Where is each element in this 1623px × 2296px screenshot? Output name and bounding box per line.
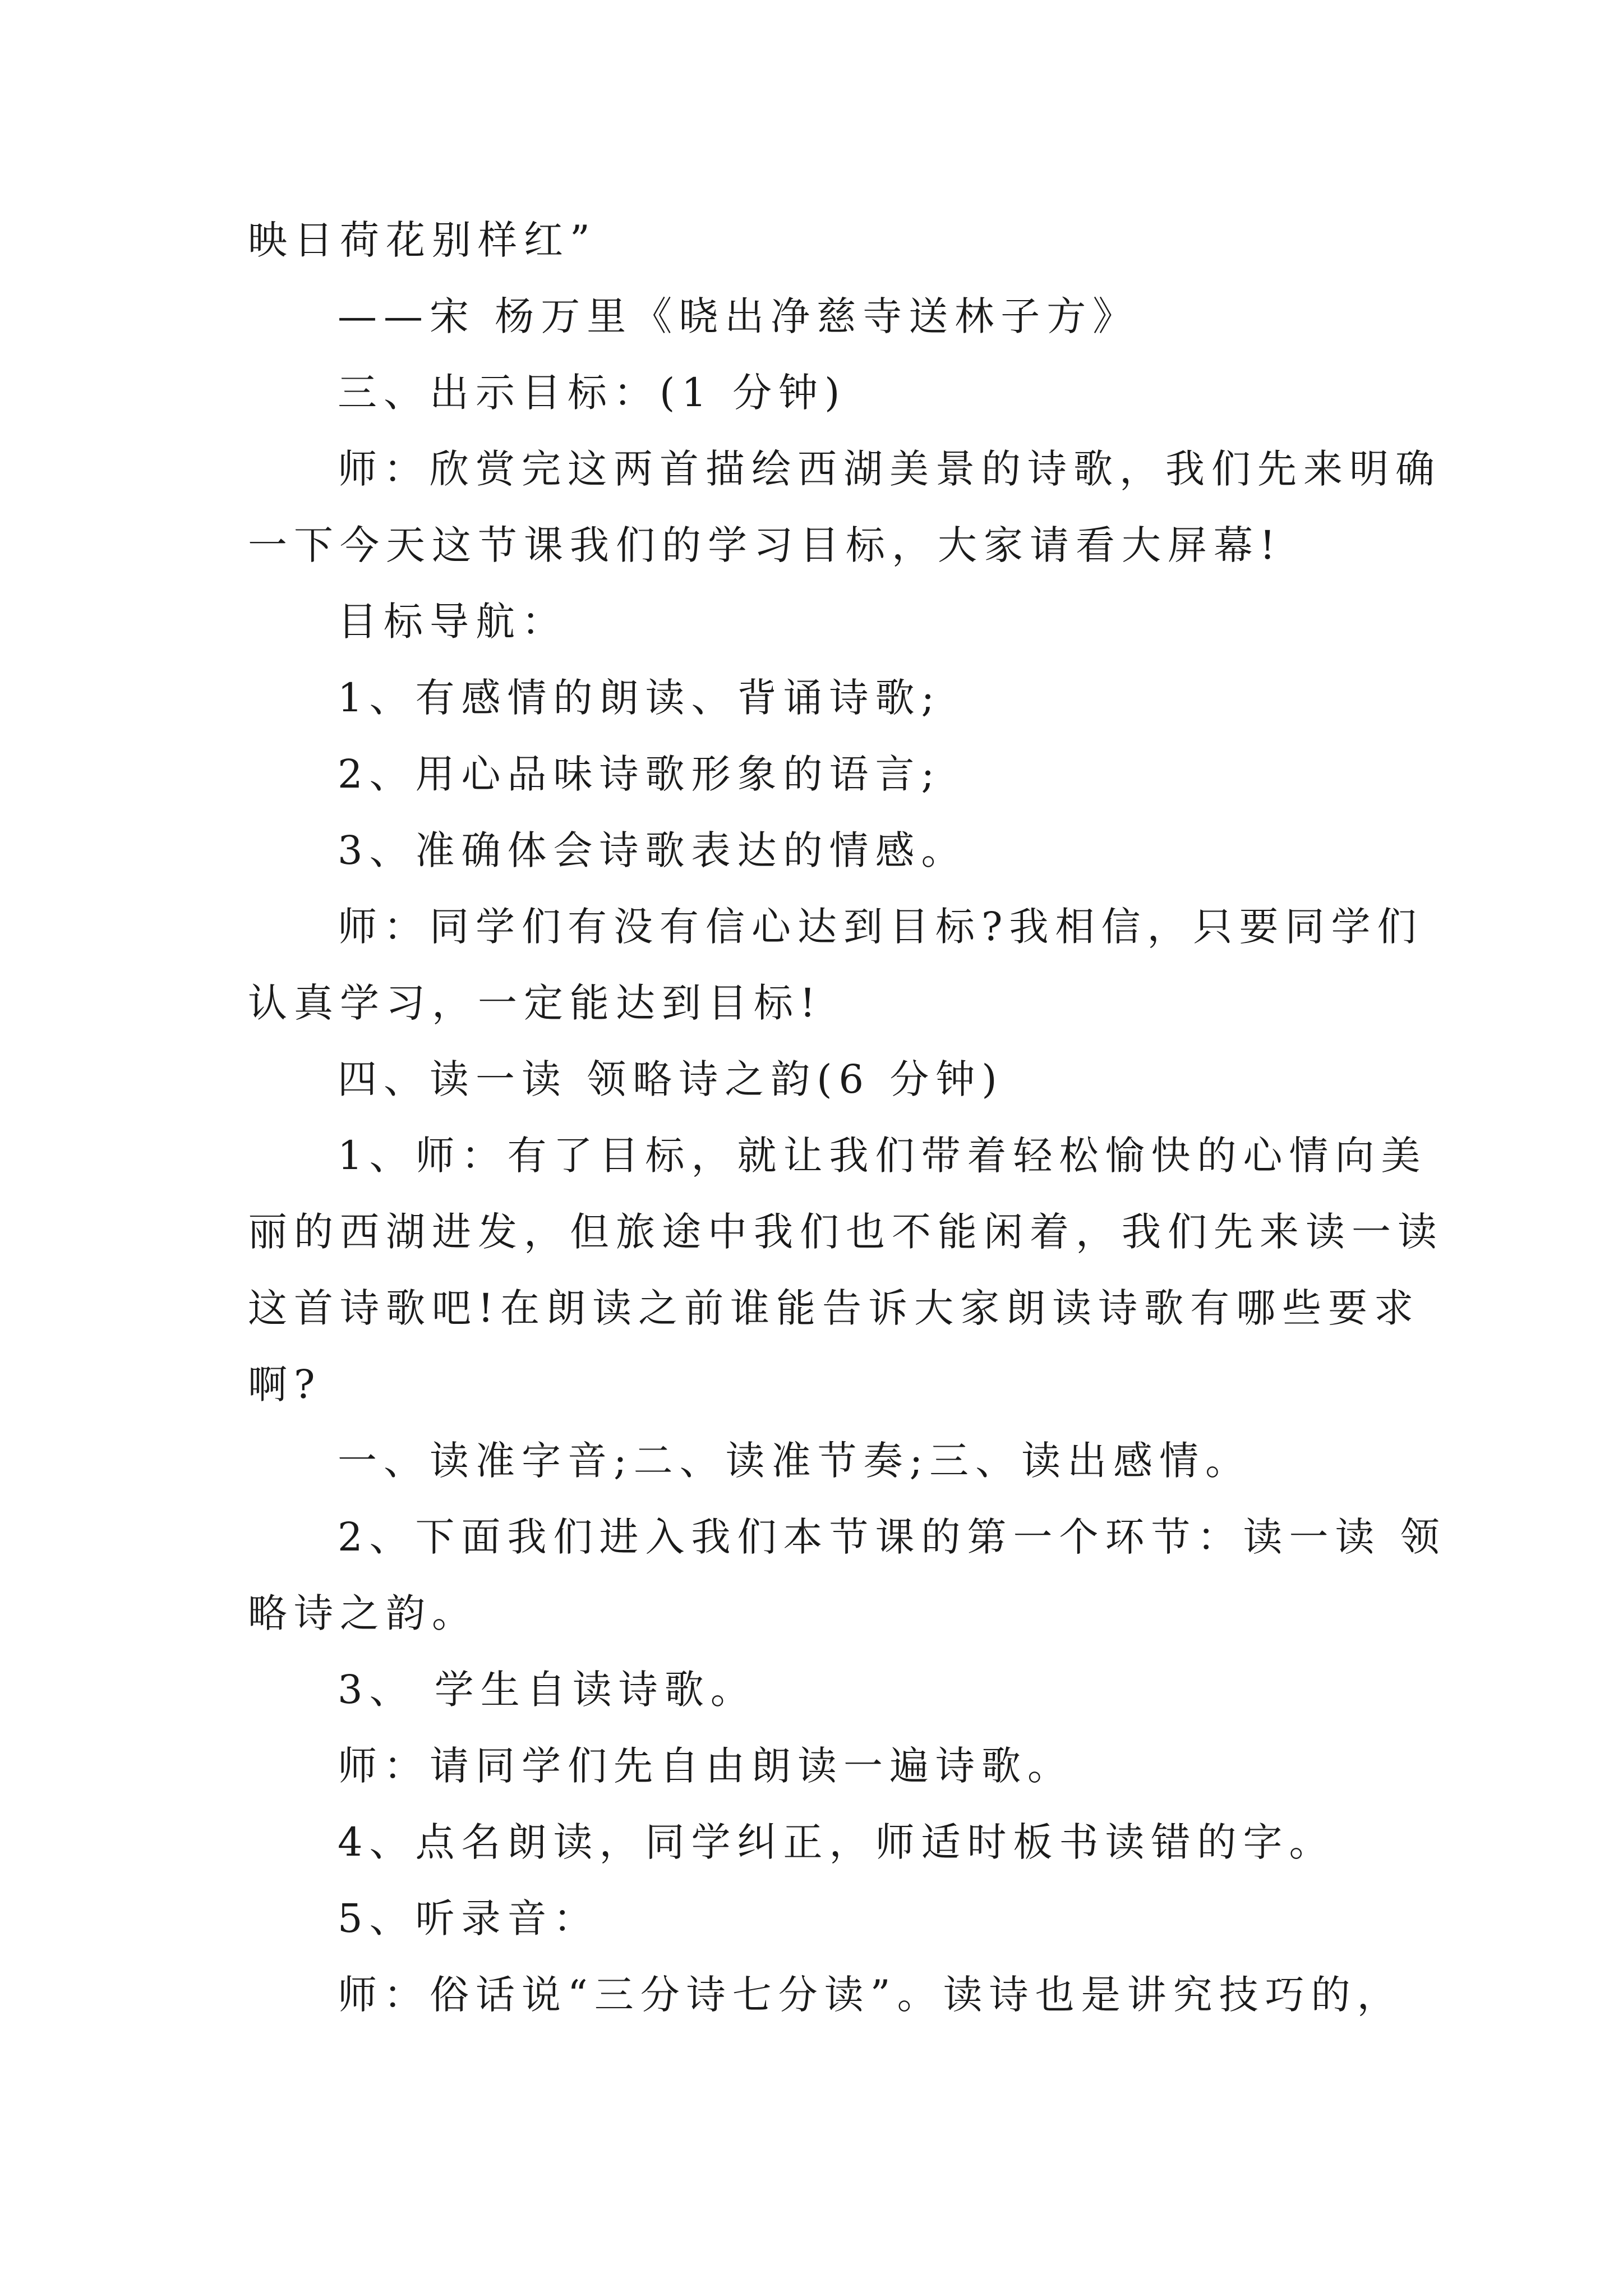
text-line: 师：同学们有没有信心达到目标?我相信，只要同学们: [338, 904, 1423, 950]
list-item: 2、用心品味诗歌形象的语言;: [338, 751, 942, 797]
text-line: 丽的西湖进发，但旅途中我们也不能闲着，我们先来读一读: [248, 1209, 1444, 1255]
section-heading: 四、读一读 领略诗之韵(6 分钟): [338, 1056, 1004, 1102]
list-item: 4、点名朗读，同学纠正，师适时板书读错的字。: [338, 1819, 1335, 1865]
text-line: 师：俗话说“三分诗七分读”。读诗也是讲究技巧的，: [338, 1972, 1403, 2018]
text-line: 一、读准字音;二、读准节奏;三、读出感情。: [338, 1438, 1252, 1484]
document-body: [248, 202, 1446, 2033]
text-line: 映日荷花别样红”: [248, 217, 597, 263]
list-item: 5、听录音：: [338, 1895, 600, 1941]
section-heading: 三、出示目标：(1 分钟): [338, 370, 847, 416]
list-item: 1、有感情的朗读、背诵诗歌;: [338, 675, 942, 721]
text-line: 这首诗歌吧!在朗读之前谁能告诉大家朗读诗歌有哪些要求: [248, 1285, 1421, 1331]
text-line: 2、下面我们进入我们本节课的第一个环节：读一读 领: [338, 1514, 1446, 1560]
text-line: 师：请同学们先自由朗读一遍诗歌。: [338, 1743, 1073, 1789]
text-line: 啊?: [248, 1361, 322, 1407]
text-line: ——宋 杨万里《晓出净慈寺送林子方》: [338, 293, 1139, 339]
list-item: 3、 学生自读诗歌。: [338, 1667, 757, 1713]
text-line: 一下今天这节课我们的学习目标，大家请看大屏幕!: [248, 522, 1283, 568]
text-line: 认真学习，一定能达到目标!: [248, 980, 823, 1026]
text-line: 师：欣赏完这两首描绘西湖美景的诗歌，我们先来明确: [338, 446, 1441, 492]
text-line: 略诗之韵。: [248, 1590, 478, 1636]
list-item: 3、准确体会诗歌表达的情感。: [338, 827, 967, 873]
text-line: 目标导航：: [338, 599, 568, 645]
text-line: 1、师：有了目标，就让我们带着轻松愉快的心情向美: [338, 1133, 1427, 1179]
